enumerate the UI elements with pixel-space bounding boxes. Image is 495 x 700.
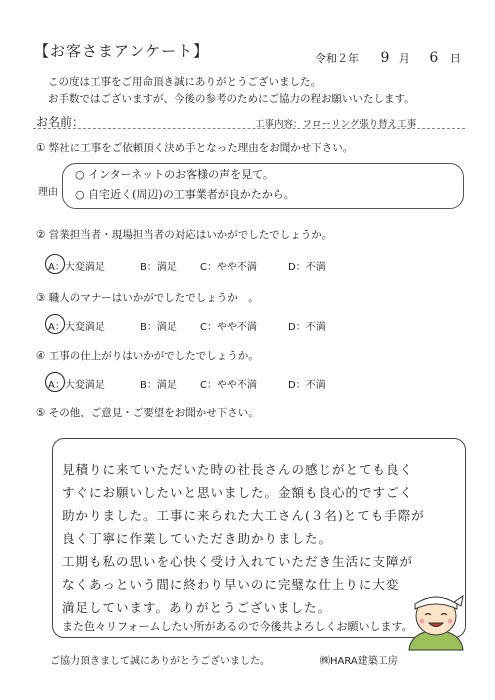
date-month-unit: 月: [398, 52, 410, 65]
q4-option-d: D：不満: [288, 380, 326, 391]
q3-option-b: B：満足: [140, 322, 177, 333]
q4-option-a: A：大変満足: [48, 376, 105, 391]
q2-option-c: C：やや不満: [200, 262, 257, 273]
comment-line-2: すぐにお願いしたいと思いました。金額も良心的ですごく: [62, 485, 414, 500]
reason-answer-1: ○ インターネットのお客様の声を見て。: [75, 168, 274, 181]
q2-options: [48, 258, 468, 272]
mascot-carpenter-icon: [405, 582, 467, 652]
q2-option-b: B：満足: [140, 262, 177, 273]
comment-line-4: 良く丁寧に作業していただき助かりました。: [62, 531, 333, 546]
intro-line-2: お手数ではございますが、今後の参考のためにご協力の程お願いいたします。: [48, 93, 415, 105]
selected-circle: [45, 254, 65, 274]
question-5: ⑤ その他、ご意見・ご要望をお聞かせ下さい。: [36, 407, 259, 419]
q4-options: [48, 376, 468, 390]
comment-line-3: 助かりました。工事に来られた大工さん(３名)とても手際が: [62, 508, 425, 523]
footer-thanks: ご協力頂きまして誠にありがとうございました。: [50, 656, 270, 667]
reason-answer-2: ○ 自宅近く(周辺)の工事業者が良かたから。: [75, 188, 295, 201]
q2-option-d: D：不満: [288, 262, 326, 273]
work-content: 工事内容：フローリング張り替え工事: [255, 119, 417, 130]
question-4: ④ 工事の仕上がりはいかがでしたでしょうか。: [36, 350, 259, 362]
comment-line-5: 工期も私の思いを心快く受け入れていただき生活に支障が: [62, 554, 414, 569]
q3-option-a: A：大変満足: [48, 318, 105, 333]
comment-line-1: 見積りに来ていただいた時の社長さんの感じがとても良く: [62, 462, 414, 477]
q3-option-d: D：不満: [288, 322, 326, 333]
q2-option-a: A：大変満足: [48, 258, 105, 273]
reason-label: 理由: [38, 187, 58, 198]
customer-name-label: お名前：: [36, 115, 85, 129]
date-day: 6: [429, 50, 439, 66]
q4-option-b: B：満足: [140, 380, 177, 391]
q3-option-c: C：やや不満: [200, 322, 257, 333]
comment-line-6: なくあっという間に終わり早いのに完璧な仕上りに大変: [62, 577, 400, 592]
date-month: 9: [380, 50, 390, 66]
selected-circle: [45, 372, 65, 392]
question-3: ③ 職人のマナーはいかがでしたでしょうか 。: [36, 292, 259, 304]
name-underline: [33, 128, 465, 129]
date-era: 令和２年: [315, 52, 359, 65]
question-2: ② 営業担当者・現場担当者の対応はいかがでしたでしょうか。: [36, 229, 333, 241]
survey-date: [315, 50, 461, 66]
q4-option-c: C：やや不満: [200, 380, 257, 391]
q3-options: [48, 318, 468, 332]
date-day-unit: 日: [449, 52, 461, 65]
comment-line-7: 満足しています。ありがとうございました。: [62, 600, 332, 615]
comment-line-8: また色々リフォームしたい所があるので今後共よろしくお願いします。: [62, 620, 413, 633]
selected-circle: [45, 314, 65, 334]
survey-title: 【お客さまアンケート】: [34, 42, 210, 60]
question-1: ① 弊社に工事をご依頼頂く決め手となった理由をお聞かせ下さい。: [36, 142, 354, 154]
intro-line-1: この度は工事をご用命頂き誠にありがとうございました。: [48, 76, 321, 88]
company-name: ㈱HARA建築工房: [320, 656, 398, 667]
